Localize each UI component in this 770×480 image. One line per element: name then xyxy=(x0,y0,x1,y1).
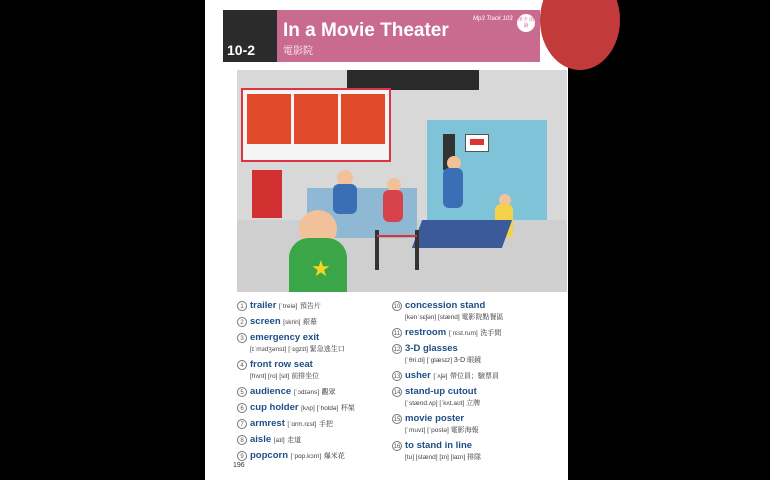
vocab-translation: 走道 xyxy=(287,437,302,444)
vocab-ipa: [kənˈsɛʃən] [stænd] xyxy=(405,314,460,321)
vocab-ipa: [skrin] xyxy=(283,319,301,326)
item-number: 9 xyxy=(237,451,247,461)
carpet xyxy=(412,220,512,248)
list-item xyxy=(392,386,562,408)
star-icon: ★ xyxy=(311,256,331,281)
customer xyxy=(383,190,403,222)
list-item xyxy=(237,418,387,429)
list-item xyxy=(237,450,387,461)
vocab-translation: 電影院點餐區 xyxy=(461,314,504,321)
vocab-word: stand-up cutout xyxy=(405,386,477,397)
vocab-translation: 排隊 xyxy=(467,454,482,461)
rope xyxy=(377,235,417,237)
vocab-translation: 帶位員；驗票員 xyxy=(450,373,499,380)
list-item xyxy=(392,440,562,462)
vocab-translation: 預告片 xyxy=(299,303,321,310)
menu-panel-popcorn xyxy=(247,94,291,144)
vocab-translation: 手把 xyxy=(318,421,333,428)
page-number: 196 xyxy=(233,462,245,469)
audio-badge: 單字 朗讀 xyxy=(517,14,535,32)
page-title: In a Movie Theater xyxy=(283,20,449,41)
item-number: 11 xyxy=(392,328,402,338)
list-item xyxy=(237,359,387,381)
vocab-translation: 緊急逃生口 xyxy=(309,346,345,353)
vocab-translation: 洗手間 xyxy=(480,330,502,337)
vocab-translation: 觀眾 xyxy=(321,389,336,396)
book-page xyxy=(205,0,568,480)
list-item xyxy=(237,316,387,327)
vocab-ipa: [aɪl] xyxy=(273,437,285,444)
vocab-ipa: [ˈɑrm.rɛst] xyxy=(287,421,317,428)
vocab-ipa: [ˈtrelə] xyxy=(278,303,298,310)
menu-board xyxy=(241,88,391,162)
list-item xyxy=(237,386,387,397)
list-item xyxy=(237,434,387,445)
vocab-word: movie poster xyxy=(405,413,465,424)
list-item xyxy=(237,402,387,413)
item-number: 4 xyxy=(237,360,247,370)
vocab-word: emergency exit xyxy=(250,332,320,343)
vocab-word: to stand in line xyxy=(405,440,473,451)
list-item xyxy=(392,300,562,322)
vocab-ipa: [ˈʌʃə] xyxy=(433,373,448,380)
item-number: 2 xyxy=(237,317,247,327)
item-number: 3 xyxy=(237,333,247,343)
item-number: 14 xyxy=(392,387,402,397)
exit-sign xyxy=(465,134,489,152)
list-item xyxy=(237,300,387,311)
vocab-word: trailer xyxy=(250,300,277,311)
vocab-translation: 電影海報 xyxy=(450,427,479,434)
drink-machine xyxy=(252,170,282,218)
vocab-ipa: [ˈstænd.ʌp] [ˈkʌt.aʊt] xyxy=(405,400,465,407)
vocab-word: restroom xyxy=(405,327,447,338)
vocab-translation: 前排坐位 xyxy=(291,373,320,380)
vocabulary-list-left xyxy=(237,300,387,466)
section-number: 10-2 xyxy=(227,42,256,58)
vocab-word: popcorn xyxy=(250,450,288,461)
vocab-word: 3-D glasses xyxy=(405,343,458,354)
item-number: 13 xyxy=(392,371,402,381)
vocab-word: cup holder xyxy=(250,402,299,413)
item-number: 16 xyxy=(392,441,402,451)
list-item xyxy=(237,332,387,354)
item-number: 12 xyxy=(392,344,402,354)
menu-panel-combo xyxy=(341,94,385,144)
page-subtitle: 電影院 xyxy=(283,46,313,57)
item-number: 8 xyxy=(237,435,247,445)
direction-sign xyxy=(347,70,479,90)
vocab-ipa: [kʌp] [ˈholdə] xyxy=(301,405,339,412)
vocab-translation: 銀幕 xyxy=(303,319,318,326)
vocab-word: front row seat xyxy=(250,359,313,370)
item-number: 15 xyxy=(392,414,402,424)
vocab-translation: 爆米花 xyxy=(323,453,345,460)
item-number: 10 xyxy=(392,301,402,311)
vocab-translation: 3-D 眼鏡 xyxy=(453,357,482,364)
vocab-ipa: [ˈmuvɪ] [ˈpostə] xyxy=(405,427,449,434)
exit-arrow-icon xyxy=(470,139,484,145)
item-number: 5 xyxy=(237,387,247,397)
item-number: 6 xyxy=(237,403,247,413)
list-item xyxy=(392,370,562,381)
item-number: 1 xyxy=(237,301,247,311)
vocab-ipa: [ˈpɑp.kɔrn] xyxy=(290,453,322,460)
list-item xyxy=(392,413,562,435)
vocab-translation: 杯架 xyxy=(340,405,355,412)
vocab-word: aisle xyxy=(250,434,272,445)
list-item xyxy=(392,327,562,338)
item-number: 7 xyxy=(237,419,247,429)
usher xyxy=(443,168,463,208)
vocab-word: usher xyxy=(405,370,431,381)
track-label: Mp3 Track 103 xyxy=(473,16,513,22)
vocab-ipa: [ɪˈmɜdʒənsɪ] [ˈɛgzɪt] xyxy=(250,346,308,353)
vocab-ipa: [ˈrɛst.rum] xyxy=(448,330,478,337)
vocab-translation: 立牌 xyxy=(466,400,481,407)
vocab-word: audience xyxy=(250,386,292,397)
vocab-word: screen xyxy=(250,316,281,327)
movie-theater-illustration xyxy=(237,70,567,292)
vocab-ipa: [ˈɔdɪəns] xyxy=(293,389,320,396)
vocab-ipa: [ˈθri.di] [ˈglæsɪz] xyxy=(405,357,453,364)
vocab-ipa: [tu] [stænd] [ɪn] [laɪn] xyxy=(405,454,466,461)
list-item xyxy=(392,343,562,365)
vocab-word: armrest xyxy=(250,418,285,429)
vocab-ipa: [frʌnt] [ro] [sit] xyxy=(250,373,290,380)
vocabulary-list-right xyxy=(392,300,562,467)
clerk xyxy=(333,184,357,214)
menu-panel-hotdog xyxy=(294,94,338,144)
vocab-word: concession stand xyxy=(405,300,486,311)
